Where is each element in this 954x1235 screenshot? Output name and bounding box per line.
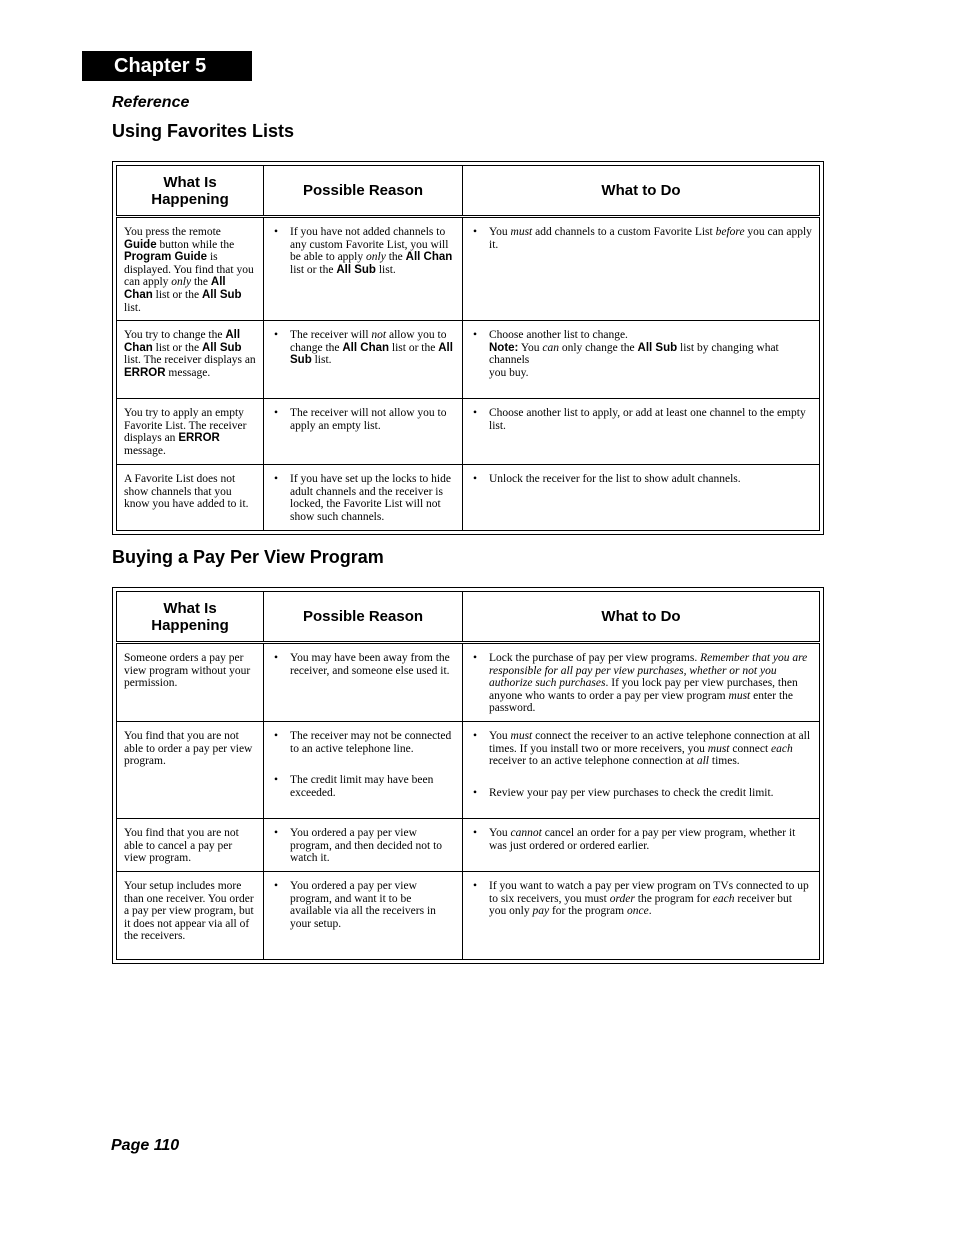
reason-cell (264, 871, 463, 959)
favorites-table (112, 161, 824, 535)
happening-cell: Someone orders a pay per view program without your permission. (117, 643, 264, 722)
reason-list (271, 730, 455, 799)
favorites-heading: Using Favorites Lists (112, 121, 295, 141)
todo-list (470, 880, 812, 918)
bullet-item: • Review your pay per view purchases to check the credit limit. (470, 787, 812, 800)
happening-cell: You press the remote Guide button while the Program Guide is displayed. You find that you can apply only the All Chan list or the All Sub list. (117, 217, 264, 321)
bullet-item: • Choose another list to apply, or add at least one channel to the empty list. (470, 407, 812, 432)
todo-cell (463, 399, 820, 465)
reason-cell (264, 399, 463, 465)
happening-cell: You try to change the All Chan list or the All Sub list. The receiver displays an ERROR message. (117, 321, 264, 399)
chapter-label: Chapter 5 (82, 51, 252, 81)
todo-cell (463, 321, 820, 399)
reason-cell (264, 465, 463, 530)
bullet-item: • You ordered a pay per view program, and then decided not to watch it. (271, 827, 455, 865)
reason-cell (264, 217, 463, 321)
todo-cell (463, 465, 820, 530)
happening-cell: Your setup includes more than one receiver. You order a pay per view program, but it does not appear via all of the receivers. (117, 871, 264, 959)
reason-cell (264, 721, 463, 818)
col-header-reason: Possible Reason (264, 592, 463, 643)
section-label: Reference (112, 94, 190, 111)
ppv-heading: Buying a Pay Per View Program (112, 547, 384, 567)
bullet-item: • You cannot cancel an order for a pay per view program, whether it was just ordered or ordered earlier. (470, 827, 812, 852)
table-row (117, 643, 820, 722)
happening-cell: You find that you are not able to cancel a pay per view program. (117, 818, 264, 871)
todo-cell (463, 871, 820, 959)
table-row (117, 321, 820, 399)
reason-cell (264, 321, 463, 399)
bullet-item: • Choose another list to change. Note: You can only change the All Sub list by changing what channels you buy. (470, 329, 812, 379)
bullet-item: • You ordered a pay per view program, and want it to be available via all the receivers in your setup. (271, 880, 455, 930)
bullet-item: • If you want to watch a pay per view program on TVs connected to up to six receivers, you must order the program for each receiver but you only pay for the program once. (470, 880, 812, 918)
page-number: Page 110 (111, 1137, 180, 1154)
bullet-item: • The credit limit may have been exceeded. (271, 774, 455, 799)
happening-cell: You find that you are not able to order a pay per view program. (117, 721, 264, 818)
col-header-happening: What Is Happening (117, 592, 264, 643)
todo-cell (463, 643, 820, 722)
todo-cell (463, 721, 820, 818)
reason-cell (264, 818, 463, 871)
happening-cell: A Favorite List does not show channels that you know you have added to it. (117, 465, 264, 530)
col-header-todo: What to Do (463, 592, 820, 643)
todo-list (470, 407, 812, 432)
table-row (117, 818, 820, 871)
bullet-item: • Lock the purchase of pay per view programs. Remember that you are responsible for all pay per view purchases, whether or not you authorize such purchases. If you lock pay per view purchases, then anyone who wants to order a pay per view program must enter the password. (470, 652, 812, 715)
table-row (117, 871, 820, 959)
todo-list (470, 730, 812, 799)
col-header-reason: Possible Reason (264, 166, 463, 217)
bullet-item: • You must add channels to a custom Favorite List before you can apply it. (470, 226, 812, 251)
reason-cell (264, 643, 463, 722)
table-row (117, 217, 820, 321)
col-header-todo: What to Do (463, 166, 820, 217)
reason-list (271, 880, 455, 930)
todo-list (470, 652, 812, 715)
table-row (117, 399, 820, 465)
reason-list (271, 652, 455, 677)
bullet-item: • If you have set up the locks to hide adult channels and the receiver is locked, the Favorite List will not show such channels. (271, 473, 455, 523)
bullet-item: • The receiver may not be connected to an active telephone line. (271, 730, 455, 755)
reason-list (271, 473, 455, 523)
todo-cell (463, 818, 820, 871)
bullet-item: • The receiver will not allow you to apply an empty list. (271, 407, 455, 432)
reason-list (271, 329, 455, 367)
col-header-happening: What Is Happening (117, 166, 264, 217)
todo-list (470, 226, 812, 251)
todo-list (470, 827, 812, 852)
table-row (117, 721, 820, 818)
reason-list (271, 226, 455, 276)
table-row (117, 465, 820, 530)
reason-list (271, 827, 455, 865)
ppv-rows (117, 643, 820, 960)
bullet-item: • The receiver will not allow you to change the All Chan list or the All Sub list. (271, 329, 455, 367)
todo-list (470, 329, 812, 379)
bullet-item: • You may have been away from the receiver, and someone else used it. (271, 652, 455, 677)
ppv-table (112, 587, 824, 964)
reason-list (271, 407, 455, 432)
bullet-item: • Unlock the receiver for the list to show adult channels. (470, 473, 812, 486)
bullet-item: • If you have not added channels to any custom Favorite List, you will be able to apply only the All Chan list or the All Sub list. (271, 226, 455, 276)
todo-list (470, 473, 812, 486)
bullet-item: • You must connect the receiver to an active telephone connection at all times. If you install two or more receivers, you must connect each receiver to an active telephone connection at all times. (470, 730, 812, 768)
todo-cell (463, 217, 820, 321)
happening-cell: You try to apply an empty Favorite List. The receiver displays an ERROR message. (117, 399, 264, 465)
favorites-rows (117, 217, 820, 531)
